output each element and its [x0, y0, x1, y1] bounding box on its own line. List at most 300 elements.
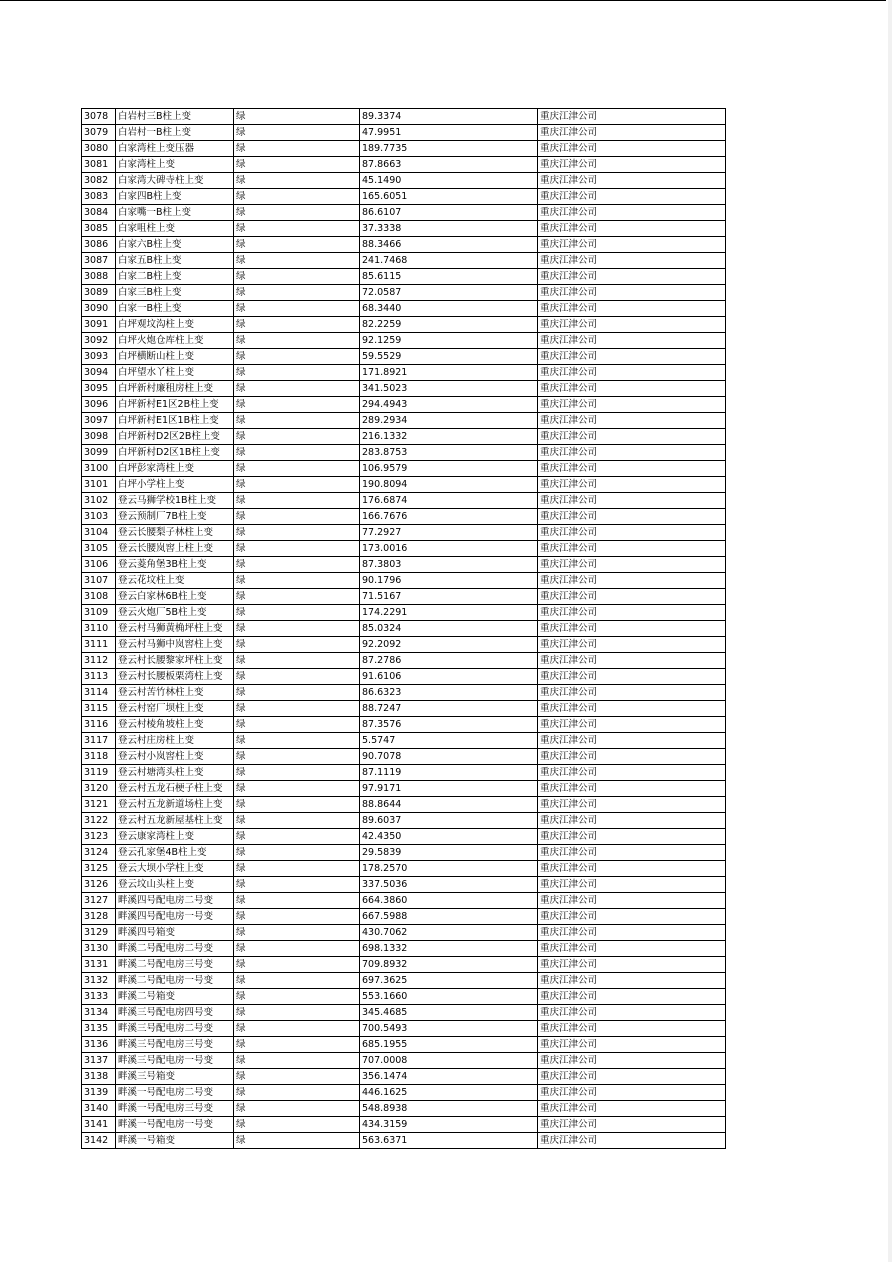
station-name-cell: 登云长腰岚窖上柱上变	[116, 541, 234, 557]
station-name-cell: 登云村五龙新道场柱上变	[116, 797, 234, 813]
status-cell: 绿	[234, 141, 360, 157]
status-cell: 绿	[234, 509, 360, 525]
station-name-cell: 畔溪三号配电房四号变	[116, 1005, 234, 1021]
company-cell: 重庆江津公司	[538, 205, 726, 221]
company-cell: 重庆江津公司	[538, 669, 726, 685]
station-name-cell: 白家五B柱上变	[116, 253, 234, 269]
company-cell: 重庆江津公司	[538, 557, 726, 573]
company-cell: 重庆江津公司	[538, 381, 726, 397]
status-cell: 绿	[234, 621, 360, 637]
company-cell: 重庆江津公司	[538, 573, 726, 589]
station-name-cell: 登云村棱角坡柱上变	[116, 717, 234, 733]
status-cell: 绿	[234, 845, 360, 861]
row-number-cell: 3116	[82, 717, 116, 733]
value-cell: 337.5036	[360, 877, 538, 893]
station-name-cell: 白岩村三B柱上变	[116, 109, 234, 125]
table-row	[82, 189, 726, 205]
company-cell: 重庆江津公司	[538, 1021, 726, 1037]
table-row	[82, 845, 726, 861]
table-row	[82, 461, 726, 477]
table-row	[82, 989, 726, 1005]
company-cell: 重庆江津公司	[538, 429, 726, 445]
company-cell: 重庆江津公司	[538, 1101, 726, 1117]
station-name-cell: 登云马狮学校1B柱上变	[116, 493, 234, 509]
status-cell: 绿	[234, 493, 360, 509]
page-top-border	[0, 0, 886, 1]
table-row	[82, 749, 726, 765]
value-cell: 87.3576	[360, 717, 538, 733]
row-number-cell: 3084	[82, 205, 116, 221]
table-row	[82, 525, 726, 541]
value-cell: 72.0587	[360, 285, 538, 301]
table-row	[82, 205, 726, 221]
table-row	[82, 381, 726, 397]
station-name-cell: 畔溪一号配电房三号变	[116, 1101, 234, 1117]
station-name-cell: 登云大坝小学柱上变	[116, 861, 234, 877]
value-cell: 667.5988	[360, 909, 538, 925]
status-cell: 绿	[234, 349, 360, 365]
row-number-cell: 3113	[82, 669, 116, 685]
value-cell: 89.3374	[360, 109, 538, 125]
status-cell: 绿	[234, 477, 360, 493]
station-name-cell: 白家嘴一B柱上变	[116, 205, 234, 221]
row-number-cell: 3117	[82, 733, 116, 749]
station-name-cell: 登云村庄房柱上变	[116, 733, 234, 749]
status-cell: 绿	[234, 589, 360, 605]
row-number-cell: 3093	[82, 349, 116, 365]
status-cell: 绿	[234, 1005, 360, 1021]
company-cell: 重庆江津公司	[538, 765, 726, 781]
station-name-cell: 白坪新村D2区2B柱上变	[116, 429, 234, 445]
row-number-cell: 3109	[82, 605, 116, 621]
row-number-cell: 3103	[82, 509, 116, 525]
value-cell: 700.5493	[360, 1021, 538, 1037]
company-cell: 重庆江津公司	[538, 685, 726, 701]
station-name-cell: 畔溪二号箱变	[116, 989, 234, 1005]
company-cell: 重庆江津公司	[538, 397, 726, 413]
value-cell: 37.3338	[360, 221, 538, 237]
row-number-cell: 3089	[82, 285, 116, 301]
table-row	[82, 1005, 726, 1021]
station-name-cell: 畔溪一号配电房二号变	[116, 1085, 234, 1101]
status-cell: 绿	[234, 941, 360, 957]
value-cell: 563.6371	[360, 1133, 538, 1149]
station-name-cell: 畔溪四号配电房二号变	[116, 893, 234, 909]
station-name-cell: 畔溪二号配电房一号变	[116, 973, 234, 989]
station-name-cell: 白坪小学柱上变	[116, 477, 234, 493]
company-cell: 重庆江津公司	[538, 909, 726, 925]
value-cell: 97.9171	[360, 781, 538, 797]
table-row	[82, 173, 726, 189]
row-number-cell: 3127	[82, 893, 116, 909]
status-cell: 绿	[234, 333, 360, 349]
station-name-cell: 畔溪四号配电房一号变	[116, 909, 234, 925]
station-name-cell: 登云预制厂7B柱上变	[116, 509, 234, 525]
status-cell: 绿	[234, 701, 360, 717]
status-cell: 绿	[234, 877, 360, 893]
table-row	[82, 653, 726, 669]
value-cell: 87.8663	[360, 157, 538, 173]
row-number-cell: 3105	[82, 541, 116, 557]
company-cell: 重庆江津公司	[538, 813, 726, 829]
company-cell: 重庆江津公司	[538, 269, 726, 285]
station-name-cell: 白坪望水丫柱上变	[116, 365, 234, 381]
status-cell: 绿	[234, 637, 360, 653]
company-cell: 重庆江津公司	[538, 829, 726, 845]
station-name-cell: 登云村小岚窖柱上变	[116, 749, 234, 765]
row-number-cell: 3141	[82, 1117, 116, 1133]
station-name-cell: 登云孔家堡4B柱上变	[116, 845, 234, 861]
company-cell: 重庆江津公司	[538, 733, 726, 749]
value-cell: 548.8938	[360, 1101, 538, 1117]
row-number-cell: 3080	[82, 141, 116, 157]
status-cell: 绿	[234, 861, 360, 877]
status-cell: 绿	[234, 1117, 360, 1133]
station-name-cell: 白家二B柱上变	[116, 269, 234, 285]
row-number-cell: 3135	[82, 1021, 116, 1037]
value-cell: 289.2934	[360, 413, 538, 429]
station-name-cell: 白家湾柱上变	[116, 157, 234, 173]
status-cell: 绿	[234, 1053, 360, 1069]
row-number-cell: 3134	[82, 1005, 116, 1021]
table-row	[82, 589, 726, 605]
table-body	[82, 109, 726, 1149]
value-cell: 166.7676	[360, 509, 538, 525]
station-name-cell: 白家六B柱上变	[116, 237, 234, 253]
table-row	[82, 701, 726, 717]
company-cell: 重庆江津公司	[538, 637, 726, 653]
table-row	[82, 221, 726, 237]
company-cell: 重庆江津公司	[538, 749, 726, 765]
table-row	[82, 909, 726, 925]
table-row	[82, 717, 726, 733]
value-cell: 165.6051	[360, 189, 538, 205]
value-cell: 664.3860	[360, 893, 538, 909]
row-number-cell: 3121	[82, 797, 116, 813]
row-number-cell: 3131	[82, 957, 116, 973]
table-row	[82, 893, 726, 909]
company-cell: 重庆江津公司	[538, 285, 726, 301]
company-cell: 重庆江津公司	[538, 109, 726, 125]
table-row	[82, 797, 726, 813]
value-cell: 47.9951	[360, 125, 538, 141]
table-row	[82, 781, 726, 797]
row-number-cell: 3081	[82, 157, 116, 173]
value-cell: 85.6115	[360, 269, 538, 285]
value-cell: 91.6106	[360, 669, 538, 685]
station-name-cell: 白岩村一B柱上变	[116, 125, 234, 141]
table-row	[82, 349, 726, 365]
row-number-cell: 3129	[82, 925, 116, 941]
table-row	[82, 685, 726, 701]
status-cell: 绿	[234, 781, 360, 797]
table-row	[82, 733, 726, 749]
station-name-cell: 登云白家林6B柱上变	[116, 589, 234, 605]
table-row	[82, 637, 726, 653]
value-cell: 356.1474	[360, 1069, 538, 1085]
status-cell: 绿	[234, 365, 360, 381]
row-number-cell: 3101	[82, 477, 116, 493]
value-cell: 86.6323	[360, 685, 538, 701]
value-cell: 189.7735	[360, 141, 538, 157]
company-cell: 重庆江津公司	[538, 317, 726, 333]
value-cell: 178.2570	[360, 861, 538, 877]
table-row	[82, 509, 726, 525]
table-row	[82, 941, 726, 957]
value-cell: 553.1660	[360, 989, 538, 1005]
row-number-cell: 3107	[82, 573, 116, 589]
table-row	[82, 1117, 726, 1133]
status-cell: 绿	[234, 605, 360, 621]
table-row	[82, 557, 726, 573]
table-row	[82, 269, 726, 285]
value-cell: 176.6874	[360, 493, 538, 509]
table-row	[82, 477, 726, 493]
table-row	[82, 493, 726, 509]
company-cell: 重庆江津公司	[538, 941, 726, 957]
value-cell: 88.3466	[360, 237, 538, 253]
row-number-cell: 3126	[82, 877, 116, 893]
value-cell: 446.1625	[360, 1085, 538, 1101]
row-number-cell: 3114	[82, 685, 116, 701]
company-cell: 重庆江津公司	[538, 1133, 726, 1149]
company-cell: 重庆江津公司	[538, 253, 726, 269]
company-cell: 重庆江津公司	[538, 845, 726, 861]
status-cell: 绿	[234, 957, 360, 973]
value-cell: 707.0008	[360, 1053, 538, 1069]
status-cell: 绿	[234, 317, 360, 333]
station-name-cell: 白家四B柱上变	[116, 189, 234, 205]
status-cell: 绿	[234, 429, 360, 445]
station-name-cell: 登云菱角堡3B柱上变	[116, 557, 234, 573]
status-cell: 绿	[234, 237, 360, 253]
station-name-cell: 白家咀柱上变	[116, 221, 234, 237]
company-cell: 重庆江津公司	[538, 141, 726, 157]
status-cell: 绿	[234, 301, 360, 317]
company-cell: 重庆江津公司	[538, 493, 726, 509]
status-cell: 绿	[234, 797, 360, 813]
station-name-cell: 登云花坟柱上变	[116, 573, 234, 589]
row-number-cell: 3111	[82, 637, 116, 653]
table-row	[82, 157, 726, 173]
company-cell: 重庆江津公司	[538, 477, 726, 493]
row-number-cell: 3136	[82, 1037, 116, 1053]
station-name-cell: 白坪新村E1区1B柱上变	[116, 413, 234, 429]
value-cell: 89.6037	[360, 813, 538, 829]
company-cell: 重庆江津公司	[538, 717, 726, 733]
row-number-cell: 3088	[82, 269, 116, 285]
station-name-cell: 登云村苦竹林柱上变	[116, 685, 234, 701]
company-cell: 重庆江津公司	[538, 445, 726, 461]
value-cell: 216.1332	[360, 429, 538, 445]
row-number-cell: 3118	[82, 749, 116, 765]
status-cell: 绿	[234, 1133, 360, 1149]
row-number-cell: 3140	[82, 1101, 116, 1117]
station-name-cell: 登云长腰梨子林柱上变	[116, 525, 234, 541]
company-cell: 重庆江津公司	[538, 1085, 726, 1101]
value-cell: 42.4350	[360, 829, 538, 845]
value-cell: 173.0016	[360, 541, 538, 557]
company-cell: 重庆江津公司	[538, 925, 726, 941]
table-row	[82, 765, 726, 781]
value-cell: 92.2092	[360, 637, 538, 653]
row-number-cell: 3119	[82, 765, 116, 781]
company-cell: 重庆江津公司	[538, 237, 726, 253]
company-cell: 重庆江津公司	[538, 973, 726, 989]
value-cell: 90.7078	[360, 749, 538, 765]
company-cell: 重庆江津公司	[538, 1005, 726, 1021]
status-cell: 绿	[234, 189, 360, 205]
row-number-cell: 3091	[82, 317, 116, 333]
status-cell: 绿	[234, 1021, 360, 1037]
status-cell: 绿	[234, 653, 360, 669]
status-cell: 绿	[234, 413, 360, 429]
status-cell: 绿	[234, 893, 360, 909]
status-cell: 绿	[234, 269, 360, 285]
station-name-cell: 登云村五龙新屋基柱上变	[116, 813, 234, 829]
row-number-cell: 3137	[82, 1053, 116, 1069]
row-number-cell: 3090	[82, 301, 116, 317]
value-cell: 68.3440	[360, 301, 538, 317]
row-number-cell: 3112	[82, 653, 116, 669]
table-row	[82, 621, 726, 637]
table-row	[82, 125, 726, 141]
row-number-cell: 3086	[82, 237, 116, 253]
company-cell: 重庆江津公司	[538, 1053, 726, 1069]
company-cell: 重庆江津公司	[538, 797, 726, 813]
status-cell: 绿	[234, 717, 360, 733]
row-number-cell: 3124	[82, 845, 116, 861]
page-scroll-edge	[888, 0, 892, 1262]
value-cell: 697.3625	[360, 973, 538, 989]
status-cell: 绿	[234, 973, 360, 989]
row-number-cell: 3092	[82, 333, 116, 349]
table-row	[82, 317, 726, 333]
company-cell: 重庆江津公司	[538, 173, 726, 189]
station-name-cell: 白坪新村D2区1B柱上变	[116, 445, 234, 461]
table-row	[82, 957, 726, 973]
status-cell: 绿	[234, 749, 360, 765]
value-cell: 29.5839	[360, 845, 538, 861]
company-cell: 重庆江津公司	[538, 525, 726, 541]
station-name-cell: 白家湾大碑寺柱上变	[116, 173, 234, 189]
row-number-cell: 3106	[82, 557, 116, 573]
table-row	[82, 1101, 726, 1117]
status-cell: 绿	[234, 221, 360, 237]
table-row	[82, 1085, 726, 1101]
status-cell: 绿	[234, 397, 360, 413]
row-number-cell: 3108	[82, 589, 116, 605]
company-cell: 重庆江津公司	[538, 125, 726, 141]
value-cell: 174.2291	[360, 605, 538, 621]
status-cell: 绿	[234, 525, 360, 541]
row-number-cell: 3130	[82, 941, 116, 957]
company-cell: 重庆江津公司	[538, 589, 726, 605]
station-name-cell: 登云村马狮黄桷坪柱上变	[116, 621, 234, 637]
table-row	[82, 829, 726, 845]
value-cell: 86.6107	[360, 205, 538, 221]
station-name-cell: 白坪新村廉租房柱上变	[116, 381, 234, 397]
status-cell: 绿	[234, 1101, 360, 1117]
row-number-cell: 3097	[82, 413, 116, 429]
table-row	[82, 605, 726, 621]
table-row	[82, 877, 726, 893]
value-cell: 685.1955	[360, 1037, 538, 1053]
station-name-cell: 登云村马狮中岚窖柱上变	[116, 637, 234, 653]
value-cell: 45.1490	[360, 173, 538, 189]
status-cell: 绿	[234, 1037, 360, 1053]
station-name-cell: 畔溪二号配电房二号变	[116, 941, 234, 957]
table-row	[82, 813, 726, 829]
value-cell: 88.8644	[360, 797, 538, 813]
table-row	[82, 253, 726, 269]
row-number-cell: 3122	[82, 813, 116, 829]
value-cell: 59.5529	[360, 349, 538, 365]
status-cell: 绿	[234, 173, 360, 189]
station-name-cell: 畔溪一号配电房一号变	[116, 1117, 234, 1133]
value-cell: 90.1796	[360, 573, 538, 589]
row-number-cell: 3132	[82, 973, 116, 989]
table-row	[82, 141, 726, 157]
status-cell: 绿	[234, 573, 360, 589]
row-number-cell: 3125	[82, 861, 116, 877]
value-cell: 87.2786	[360, 653, 538, 669]
company-cell: 重庆江津公司	[538, 957, 726, 973]
value-cell: 171.8921	[360, 365, 538, 381]
table-row	[82, 333, 726, 349]
company-cell: 重庆江津公司	[538, 509, 726, 525]
value-cell: 341.5023	[360, 381, 538, 397]
status-cell: 绿	[234, 109, 360, 125]
table-row	[82, 365, 726, 381]
status-cell: 绿	[234, 909, 360, 925]
table-row	[82, 573, 726, 589]
value-cell: 430.7062	[360, 925, 538, 941]
value-cell: 283.8753	[360, 445, 538, 461]
company-cell: 重庆江津公司	[538, 621, 726, 637]
row-number-cell: 3094	[82, 365, 116, 381]
station-name-cell: 畔溪一号箱变	[116, 1133, 234, 1149]
company-cell: 重庆江津公司	[538, 413, 726, 429]
table-row	[82, 861, 726, 877]
company-cell: 重庆江津公司	[538, 1037, 726, 1053]
company-cell: 重庆江津公司	[538, 989, 726, 1005]
row-number-cell: 3095	[82, 381, 116, 397]
table-row	[82, 397, 726, 413]
station-name-cell: 畔溪三号配电房一号变	[116, 1053, 234, 1069]
company-cell: 重庆江津公司	[538, 893, 726, 909]
table-row	[82, 445, 726, 461]
table-row	[82, 1021, 726, 1037]
station-name-cell: 白家湾柱上变压器	[116, 141, 234, 157]
company-cell: 重庆江津公司	[538, 349, 726, 365]
status-cell: 绿	[234, 1085, 360, 1101]
station-name-cell: 登云村长腰板栗湾柱上变	[116, 669, 234, 685]
row-number-cell: 3085	[82, 221, 116, 237]
row-number-cell: 3083	[82, 189, 116, 205]
value-cell: 5.5747	[360, 733, 538, 749]
value-cell: 241.7468	[360, 253, 538, 269]
row-number-cell: 3096	[82, 397, 116, 413]
status-cell: 绿	[234, 125, 360, 141]
table-row	[82, 925, 726, 941]
status-cell: 绿	[234, 285, 360, 301]
company-cell: 重庆江津公司	[538, 461, 726, 477]
row-number-cell: 3078	[82, 109, 116, 125]
station-name-cell: 登云坟山头柱上变	[116, 877, 234, 893]
row-number-cell: 3102	[82, 493, 116, 509]
station-name-cell: 登云村塘湾头柱上变	[116, 765, 234, 781]
